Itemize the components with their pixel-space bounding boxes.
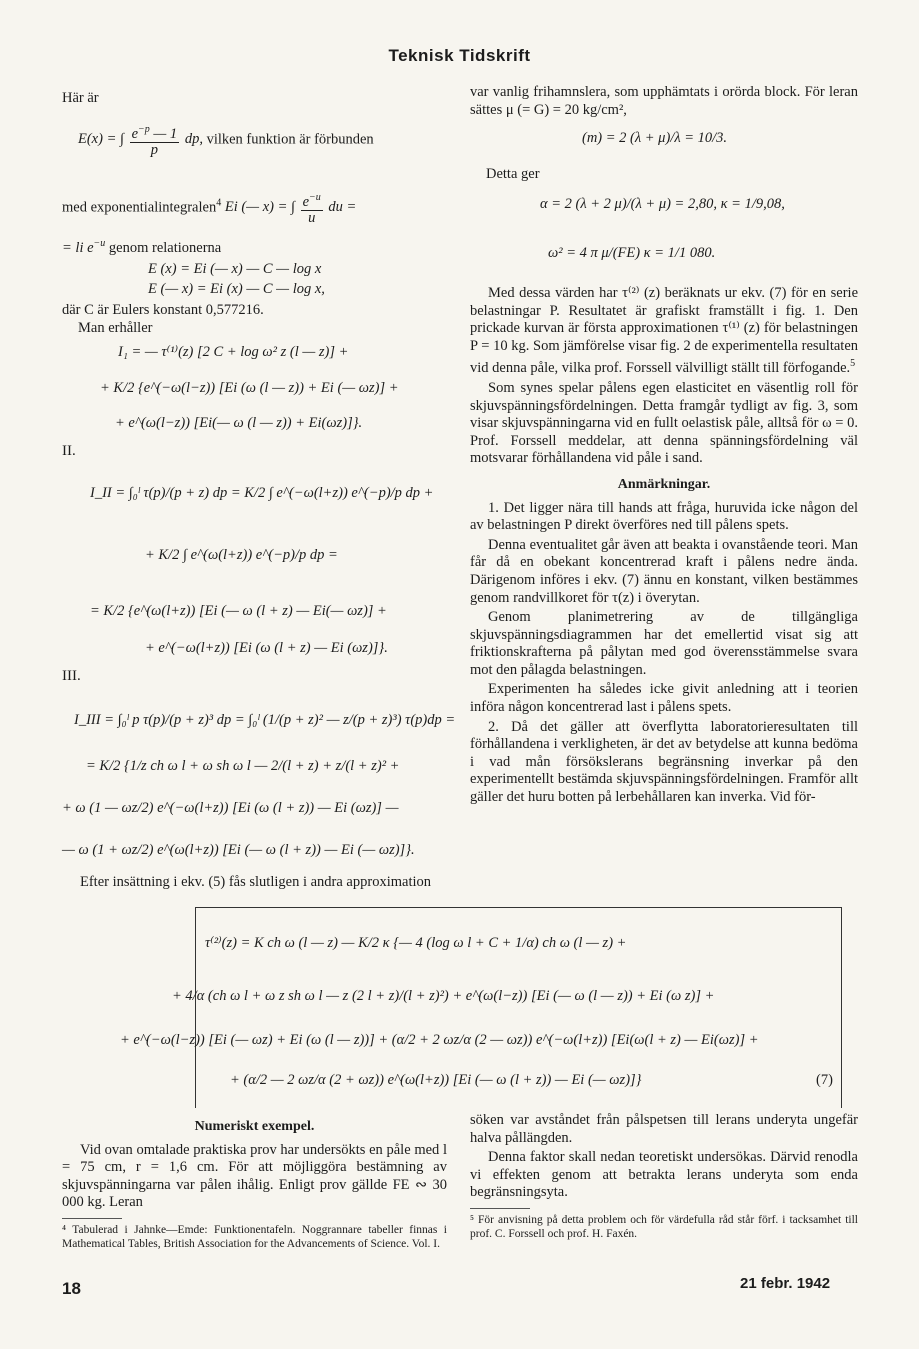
eq-I1c: + e^(ω(l−z)) [Ei(— ω (l — z)) + Ei(ωz)]}. — [115, 415, 363, 431]
numeric-text: Vid ovan omtalade praktiska prov har undersökts en påle med l = 75 cm, r = 1,6 cm. För att möjliggöra bestämning av skjuvspänningarna var pålen ihålig. Enligt prov gällde FE ∾ 30 000 kg. Leran — [62, 1141, 447, 1211]
eq-I3b: = K/2 {1/z ch ω l + ω sh ω l — 2/(l + z) + z/(l + z)² + — [86, 758, 400, 774]
bottom-right — [470, 1112, 858, 1243]
eq-I2d: + e^(−ω(l+z)) [Ei (ω (l + z) — Ei (ωz)]}. — [145, 640, 388, 656]
eq-I1b: + K/2 {e^(−ω(l−z)) [Ei (ω (l — z)) + Ei (— ωz)] + — [100, 380, 399, 396]
r-p2: Med dessa värden har τ⁽²⁾ (z) beräknats ur ekv. (7) för en serie belastningar P. Resultatet är grafiskt framställt i fig. 1. Den prickade kurvan är första approximationen τ⁽¹⁾ (z) för belastningen P = 10 kg. Som jämförelse visar fig. 2 de experimentella resultaten vid denna påle, vilka prof. Forssell välvilligt ställt till förfogande.$^5$ — [470, 285, 858, 377]
anm-title: Anmärkningar. — [617, 476, 711, 492]
left-column — [62, 90, 447, 110]
after-insert-text: Efter insättning i ekv. (5) fås slutligen i andra approximation — [80, 874, 431, 890]
eq-I1a: I₁ = — τ⁽¹⁾(z) [2 C + log ω² z (l — z)] + — [118, 344, 349, 360]
section-III: III. — [62, 668, 81, 684]
eq-alpha: α = 2 (λ + 2 μ)/(λ + μ) = 2,80, κ = 1/9,08, — [540, 196, 785, 212]
section-II: II. — [62, 443, 76, 459]
r-a3: Genom planimetrering av de tillgängliga skjuvspänningsdiagrammen har det emellertid visat sig att friktionskrafterna på pålytan med god överensstämmelse svara mot den pålagda belastningen. — [470, 609, 858, 678]
footnote-4: ⁴ Tabulerad i Jahnke—Emde: Funktionentafeln. Noggrannare tabeller finnas i Mathematical Tables, British Association for the Advancements of Science. Vol. I. — [62, 1223, 447, 1250]
footnote-4-mark: 4 — [216, 197, 222, 209]
eq-I2c: = K/2 {e^(ω(l+z)) [Ei (— ω (l + z) — Ei(— ωz)] + — [90, 603, 387, 619]
footnote-rule-right — [470, 1208, 530, 1209]
eq7-line2: + 4/α (ch ω l + ω z sh ω l — z (2 l + z)/(l + z)²) + e^(ω(l−z)) [Ei (— ω (l — z)) + Ei (ω z)] + — [172, 988, 715, 1004]
erhaller-text: Man erhåller — [78, 320, 153, 336]
eq-I3c: + ω (1 — ωz/2) e^(−ω(l+z)) [Ei (ω (l + z)) — Ei (ωz)] — — [62, 800, 399, 816]
footnote-rule-left — [62, 1218, 122, 1219]
r-a2: Denna eventualitet går även att beakta i ovanstående teori. Man får då en obekant koncentrerad kraft i pålens nedre ända. Därigenom införes i ekv. (7) ännu en konstant, vilken bestämmes genom randvillkoret för τ(z) i överytan. — [470, 536, 858, 606]
issue-date: 21 febr. 1942 — [740, 1275, 831, 1292]
right-column-body — [470, 285, 858, 809]
eq-omega: ω² = 4 π μ/(FE) κ = 1/1 080. — [548, 245, 716, 261]
eq7-line4: + (α/2 — 2 ωz/α (2 + ωz)) e^(ω(l+z)) [Ei (— ω (l + z)) — Ei (— ωz)]} — [230, 1072, 642, 1088]
eq-Ex2: E (— x) = Ei (x) — C — log x, — [148, 281, 325, 297]
r-p1: var vanlig frihamnslera, som upphämtats i orörda block. För leran sättes μ (= G) = 20 kg/cm², — [470, 84, 858, 118]
numeric-title: Numeriskt exempel. — [194, 1119, 315, 1134]
r-p3: Som synes spelar pålens egen elasticitet en väsentlig roll för skjuvspänningsfördelningen. Detta framgår tydligt av fig. 3, som visar skjuvspänningarna vid en fullt oelastisk påle, alltså för ω = 0. Prof. Forssell meddelar, att denna spänningsfördelning väl motsvarar förhållandena vid påle i sand. — [470, 379, 858, 467]
eq-I2a: I_II = ∫₀ˡ τ(p)/(p + z) dp = K/2 ∫ e^(−ω(l+z)) e^(−p)/p dp + — [90, 485, 434, 501]
r-a1: 1. Det ligger nära till hands att fråga, huruvida icke någon del av belastningen P direkt överföres ned till pålens spets. — [470, 499, 858, 534]
eq-I2b: + K/2 ∫ e^(ω(l+z)) e^(−p)/p dp = — [145, 547, 338, 563]
euler-text: där C är Eulers konstant 0,577216. — [62, 302, 264, 318]
eq7-line3: + e^(−ω(l−z)) [Ei (— ωz) + Ei (ω (l — z))] + (α/2 + 2 ωz/α (2 — ωz)) e^(−ω(l+z)) [Ei(ω(l + z) — Ei(ωz)] + — [120, 1032, 759, 1048]
br-text2: Denna faktor skall nedan teoretiskt undersökas. Därvid renodla vi effekten genom att betrakta lerans underyta som enda begränsningsyta. — [470, 1149, 858, 1201]
numeric-example — [62, 1110, 447, 1253]
r-a5: 2. Då det gäller att överflytta laboratorieresultaten till förhållandena i verkligheten, är det av betydelse att kunna bedöma i vad mån försökslerans begränsning inverkar på den experimentellt bestämda skjuvspänningsfördelningen. Framför allt gäller det huru botten på lerbehållaren kan inverka. Vid för- — [470, 718, 858, 806]
journal-header: Teknisk Tidskrift — [388, 46, 531, 65]
eq7-label: (7) — [816, 1072, 833, 1088]
eq-m: (m) = 2 (λ + μ)/λ = 10/3. — [582, 130, 728, 146]
eq-I3d: — ω (1 + ωz/2) e^(ω(l+z)) [Ei (— ω (l + z)) — Ei (— ωz)]}. — [62, 842, 415, 858]
eq-Ex1: E (x) = Ei (— x) — C — log x — [148, 261, 322, 277]
detta-ger: Detta ger — [486, 166, 540, 182]
e-def-text: vilken funktion är förbunden — [206, 131, 374, 148]
e-definition: E(x) = ∫ $\frac{e^{-p} — 1}{p}$ dp, vilken funktion är förbunden — [78, 124, 374, 158]
br-text1: söken var avståndet från pålspetsen till lerans underyta ungefär halva pållängden. — [470, 1112, 858, 1146]
footnote-5: ⁵ För anvisning på detta problem och för värdefulla råd står förf. i tacksamhet till prof. C. Forssell och prof. H. Faxén. — [470, 1213, 858, 1240]
footnote-5-mark: 5 — [850, 358, 856, 370]
page-number: 18 — [62, 1279, 81, 1298]
exp-integral-line: med exponentialintegralen$^4$ Ei (— x) = ∫ $\frac{e^{-u}}{u}$ du = — [62, 192, 357, 226]
r-a4: Experimenten ha således icke givit anledning att i teorien införa någon koncentrerad last i pålens spets. — [470, 681, 858, 716]
intro-text: Här är — [62, 90, 99, 106]
eq7-line1: τ⁽²⁾(z) = K ch ω (l — z) — K/2 κ {— 4 (log ω l + C + 1/α) ch ω (l — z) + — [205, 935, 627, 951]
right-column-top — [470, 84, 858, 121]
relation-line: = li $e^{-u}$ genom relationerna — [62, 238, 222, 256]
eq-I3a: I_III = ∫₀ˡ p τ(p)/(p + z)³ dp = ∫₀ˡ (1/(p + z)² — z/(p + z)³) τ(p)dp = — [74, 712, 456, 728]
